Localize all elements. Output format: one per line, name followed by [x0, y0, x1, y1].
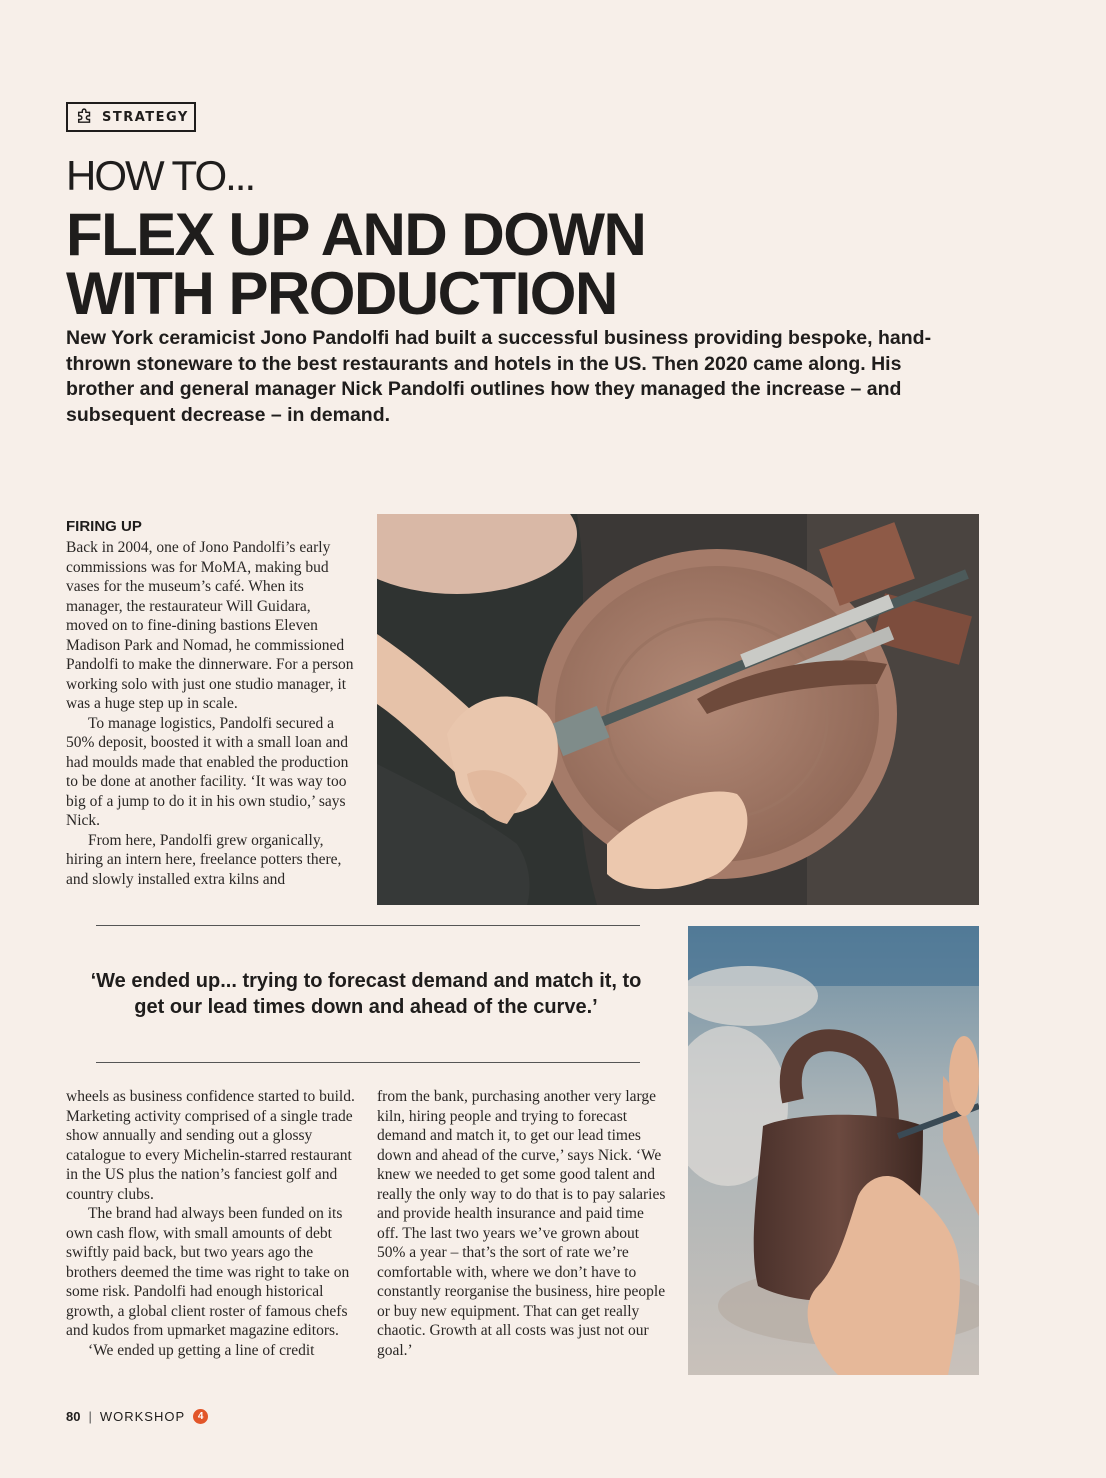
- standfirst: New York ceramicist Jono Pandolfi had built a successful business providing bespoke, hand-thrown stoneware to the best restaurants and hotels in the US. Then 2020 came along. His brother and general manager Nick Pandolfi outlines how they managed the increase – and subsequent decrease – in demand.: [66, 327, 932, 426]
- headline-line-2: WITH PRODUCTION: [66, 260, 617, 327]
- footer-section: WORKSHOP: [99, 1408, 186, 1424]
- paragraph: from the bank, purchasing another very large kiln, hiring people and trying to forecast demand and match it, to get our lead times down and ahead of the curve,’ says Nick. ‘We knew we needed to get some good talent and really the only way to do that is to pay salaries and provide health insurance and paid time off. The last two years we’ve grown about 50% a year – that’s the sort of rate we’re comfortable with, where we don’t have to constantly reorganise the business, hire people or buy new equipment. That can get really chaotic. Growth at all costs was just not our goal.’: [377, 1088, 666, 1359]
- section-tag: [66, 102, 196, 132]
- page-footer: [66, 1406, 208, 1426]
- paragraph: To manage logistics, Pandolfi secured a 50% deposit, boosted it with a small loan and had moulds made that enabled the production to be done at another facility. ‘It was way too big of a jump to do it in his own studio,’ says Nick.: [66, 714, 349, 829]
- puzzle-icon: [76, 106, 94, 128]
- kicker: HOW TO...: [66, 152, 255, 199]
- pull-quote-top-rule: [96, 925, 640, 926]
- ceramic-mug-photo: [688, 926, 979, 1375]
- page-number: 80: [66, 1408, 81, 1424]
- article-column-3: [377, 1087, 669, 1360]
- footer-separator: |: [88, 1408, 92, 1424]
- paragraph: From here, Pandolfi grew organically, hiring an intern here, freelance potters there, and slowly installed extra kilns and: [66, 831, 342, 888]
- headline-line-1: FLEX UP AND DOWN: [66, 201, 646, 268]
- subhead: FIRING UP: [66, 518, 142, 535]
- issue-badge: 4: [193, 1409, 208, 1424]
- pottery-wheel-photo: [377, 514, 979, 905]
- headline: [66, 201, 706, 327]
- pull-quote-bottom-rule: [96, 1062, 640, 1063]
- section-tag-label: STRATEGY: [102, 109, 189, 125]
- paragraph: wheels as business confidence started to build. Marketing activity comprised of a single trade show annually and sending out a glossy catalogue to every Michelin-starred restaurant in the US plus the nation’s fanciest golf and country clubs.: [66, 1088, 355, 1203]
- article-column-2: [66, 1087, 358, 1360]
- paragraph: ‘We ended up getting a line of credit: [88, 1341, 315, 1359]
- article-column-1: [66, 518, 354, 889]
- paragraph: The brand had always been funded on its own cash flow, with small amounts of debt swiftly paid back, but two years ago the brothers deemed the time was right to take on some risk. Pandolfi had enough historical growth, a global client roster of famous chefs and kudos from upmarket magazine editors.: [66, 1205, 350, 1339]
- pull-quote: ‘We ended up... trying to forecast demand and match it, to get our lead times down and ahead of the curve.’: [90, 970, 642, 1018]
- paragraph: Back in 2004, one of Jono Pandolfi’s early commissions was for MoMA, making bud vases for the museum’s café. When its manager, the restaurateur Will Guidara, moved on to fine-dining bastions Eleven Madison Park and Nomad, he commissioned Pandolfi to make the dinnerware. For a person working solo with just one studio manager, it was a huge step up in scale.: [66, 539, 354, 712]
